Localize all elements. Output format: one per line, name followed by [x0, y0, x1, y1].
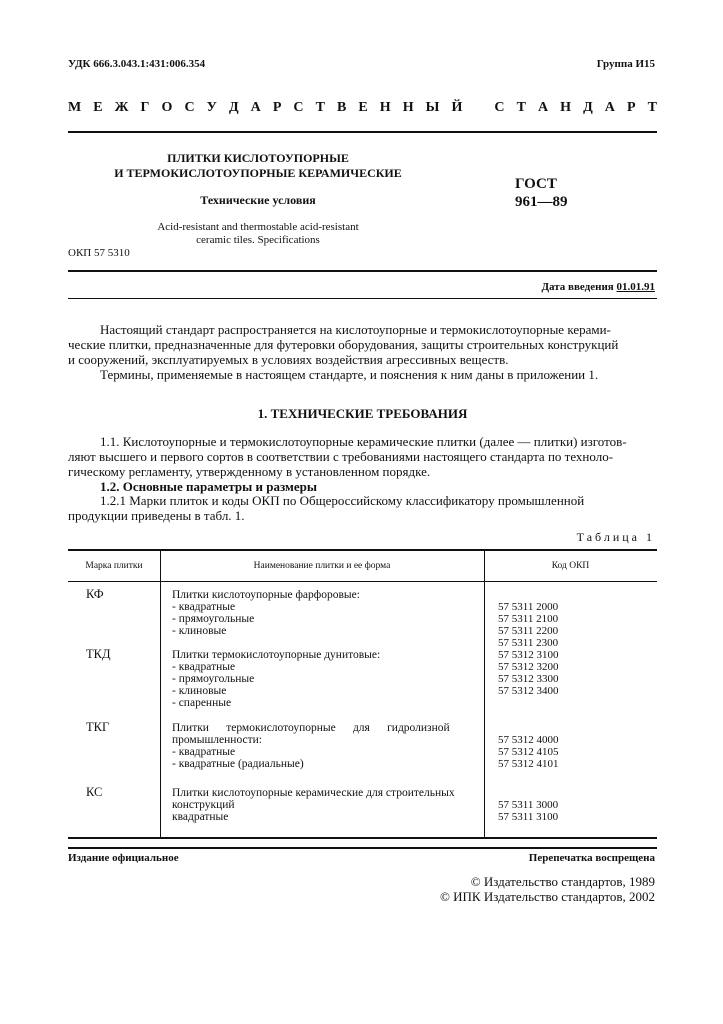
tile-mark: ТКД: [86, 647, 111, 661]
table-header-name: Наименование плитки и ее форма: [253, 561, 391, 571]
paragraph-1-1: [68, 434, 657, 479]
okp-code-line: 57 5312 3200: [498, 661, 559, 673]
banner-letter: Е: [358, 100, 368, 115]
okp-code-cell: [498, 649, 618, 697]
para-1-2-1-line-2: продукции приведены в табл. 1.: [68, 508, 245, 523]
paragraph-terms: Термины, применяемые в настоящем стандарте, и пояснения к ним даны в приложении 1.: [100, 367, 599, 382]
okp-code-line: 57 5311 2000: [498, 601, 559, 613]
paragraph-scope: [68, 322, 657, 367]
okp-code-line: [498, 787, 618, 799]
tile-name-cell: [172, 649, 479, 709]
okp-code-line: 57 5312 3400: [498, 685, 559, 697]
scope-line-1: Настоящий стандарт распространяется на кислотоупорные и термокислотоупорные керами-: [100, 322, 611, 337]
standard-banner: [68, 100, 657, 116]
table-header-border: [68, 581, 657, 582]
banner-letter: М: [68, 100, 82, 115]
para-1-1-line-3: гическому регламенту, утвержденному в установленном порядке.: [68, 464, 431, 479]
table-column-divider: [484, 549, 485, 837]
tile-name-cell: [172, 787, 479, 823]
tile-name-line: Плитки кислотоупорные керамические для строительных: [172, 787, 455, 799]
footer-rule: [68, 847, 657, 849]
banner-letter: А: [604, 100, 615, 115]
okp-code-line: 57 5311 2200: [498, 625, 559, 637]
okp-code-line: 57 5312 4000: [498, 734, 559, 746]
english-title-line-2: ceramic tiles. Specifications: [196, 234, 320, 246]
banner-letter: Р: [272, 100, 282, 115]
table-header-code: Код ОКП: [551, 561, 590, 571]
banner-letter: Н: [379, 100, 391, 115]
paragraph-1-2-1: [68, 493, 657, 523]
banner-letter: С: [184, 100, 195, 115]
english-title: [68, 221, 448, 247]
table-top-border: [68, 549, 657, 551]
tile-name-line: - квадратные: [172, 746, 236, 758]
table-bottom-border: [68, 837, 657, 839]
scope-line-3: и сооружений, эксплуатируемых в условиях воздействия агрессивных веществ.: [68, 352, 509, 367]
tile-name-line: - клиновые: [172, 685, 227, 697]
okp-code-line: [498, 722, 618, 734]
tile-mark: КС: [86, 785, 103, 799]
copyright-block: [440, 874, 655, 904]
table-caption: Таблица 1: [576, 530, 655, 544]
banner-letter: Т: [516, 100, 526, 115]
para-1-2-1-line-1: 1.2.1 Марки плиток и коды ОКП по Общероссийскому классификатору промышленной: [100, 493, 585, 508]
banner-letter: Д: [583, 100, 593, 115]
official-edition: Издание официальное: [68, 852, 179, 864]
banner-letter: В: [336, 100, 347, 115]
subsection-heading: 1.2. Основные параметры и размеры: [100, 479, 318, 494]
tile-name-line: - квадратные (радиальные): [172, 758, 304, 770]
intro-date-value: 01.01.91: [616, 281, 655, 293]
okp-code-line: 57 5312 4105: [498, 746, 559, 758]
gost-label: ГОСТ: [515, 176, 557, 192]
section-heading: 1. ТЕХНИЧЕСКИЕ ТРЕБОВАНИЯ: [257, 406, 468, 421]
table-header-mark: Марка плитки: [85, 561, 143, 571]
gost-number: [515, 175, 568, 211]
group-code: Группа И15: [596, 58, 655, 70]
scope-line-2: ческие плитки, предназначенные для футеровки оборудования, защиты строительных конструкций: [68, 337, 619, 352]
tile-name-cell: [172, 722, 479, 770]
gost-code: 961—89: [515, 194, 568, 210]
banner-letter: Д: [228, 100, 239, 115]
banner-letter: [474, 100, 482, 116]
banner-letter: Ж: [114, 100, 129, 115]
document-title: [68, 151, 448, 181]
tile-name-line: - прямоугольные: [172, 613, 255, 625]
okp-code-line: 57 5311 2100: [498, 613, 559, 625]
tile-name-line: конструкций: [172, 799, 235, 811]
banner-letter: Г: [140, 100, 150, 115]
tile-name-line: квадратные: [172, 811, 229, 823]
okp-code-line: 57 5312 3100: [498, 649, 559, 661]
intro-date: [541, 281, 655, 293]
okp-code-line: [498, 589, 618, 601]
tile-name-cell: [172, 589, 479, 637]
copyright-2002: © ИПК Издательство стандартов, 2002: [440, 889, 655, 904]
top-rule: [68, 131, 657, 133]
tile-name-line: Плитки термокислотоупорные дунитовые:: [172, 649, 381, 661]
banner-letter: Р: [626, 100, 636, 115]
okp-code-line: 57 5311 3000: [498, 799, 559, 811]
para-1-1-line-1: 1.1. Кислотоупорные и термокислотоупорные керамические плитки (далее — плитки) изготов-: [100, 434, 627, 449]
tile-name-line: - спаренные: [172, 697, 232, 709]
banner-letter: Т: [647, 100, 657, 115]
tile-mark: КФ: [86, 587, 104, 601]
udk-code: УДК 666.3.043.1:431:006.354: [68, 58, 206, 70]
banner-letter: Н: [560, 100, 572, 115]
tile-name-line: - клиновые: [172, 625, 227, 637]
banner-letter: О: [161, 100, 173, 115]
tile-name-line: - квадратные: [172, 601, 236, 613]
banner-letter: А: [250, 100, 261, 115]
tile-name-line: Плитки термокислотоупорные для гидролизной: [172, 722, 450, 734]
reprint-notice: Перепечатка воспрещена: [528, 852, 655, 864]
okp-code-line: 57 5312 4101: [498, 758, 559, 770]
english-title-line-1: Acid-resistant and thermostable acid-resistant: [157, 221, 359, 233]
okp-code-cell: [498, 589, 618, 649]
title-line-1: ПЛИТКИ КИСЛОТОУПОРНЫЕ: [167, 151, 349, 165]
banner-letter: Т: [315, 100, 325, 115]
banner-letter: А: [537, 100, 549, 115]
banner-letter: Й: [451, 100, 463, 115]
tile-name-line: Плитки кислотоупорные фарфоровые:: [172, 589, 360, 601]
title-line-2: И ТЕРМОКИСЛОТОУПОРНЫЕ КЕРАМИЧЕСКИЕ: [114, 166, 402, 180]
banner-letter: С: [293, 100, 304, 115]
tile-name-line: - прямоугольные: [172, 673, 255, 685]
okp-code-line: 57 5311 3100: [498, 811, 559, 823]
banner-letter: У: [206, 100, 217, 115]
intro-date-label: Дата введения: [541, 281, 614, 293]
title-rule: [68, 270, 657, 272]
okp-code-cell: [498, 722, 618, 770]
tile-name-line: промышленности:: [172, 734, 262, 746]
banner-letter: Ы: [425, 100, 440, 115]
banner-letter: Н: [402, 100, 414, 115]
banner-letter: С: [494, 100, 505, 115]
tile-mark: ТКГ: [86, 720, 110, 734]
document-subtitle: Технические условия: [200, 193, 316, 207]
table-column-divider: [160, 549, 161, 837]
tile-name-line: - квадратные: [172, 661, 236, 673]
okp-code-line: 57 5311 2300: [498, 637, 559, 649]
banner-letter: Е: [93, 100, 103, 115]
date-rule: [68, 298, 657, 299]
copyright-1989: © Издательство стандартов, 1989: [470, 874, 655, 889]
okp-code-line: 57 5312 3300: [498, 673, 559, 685]
para-1-1-line-2: ляют высшего и первого сортов в соответствии с требованиями настоящего стандарта по техноло-: [68, 449, 614, 464]
okp-code: ОКП 57 5310: [68, 247, 130, 259]
okp-code-cell: [498, 787, 618, 823]
